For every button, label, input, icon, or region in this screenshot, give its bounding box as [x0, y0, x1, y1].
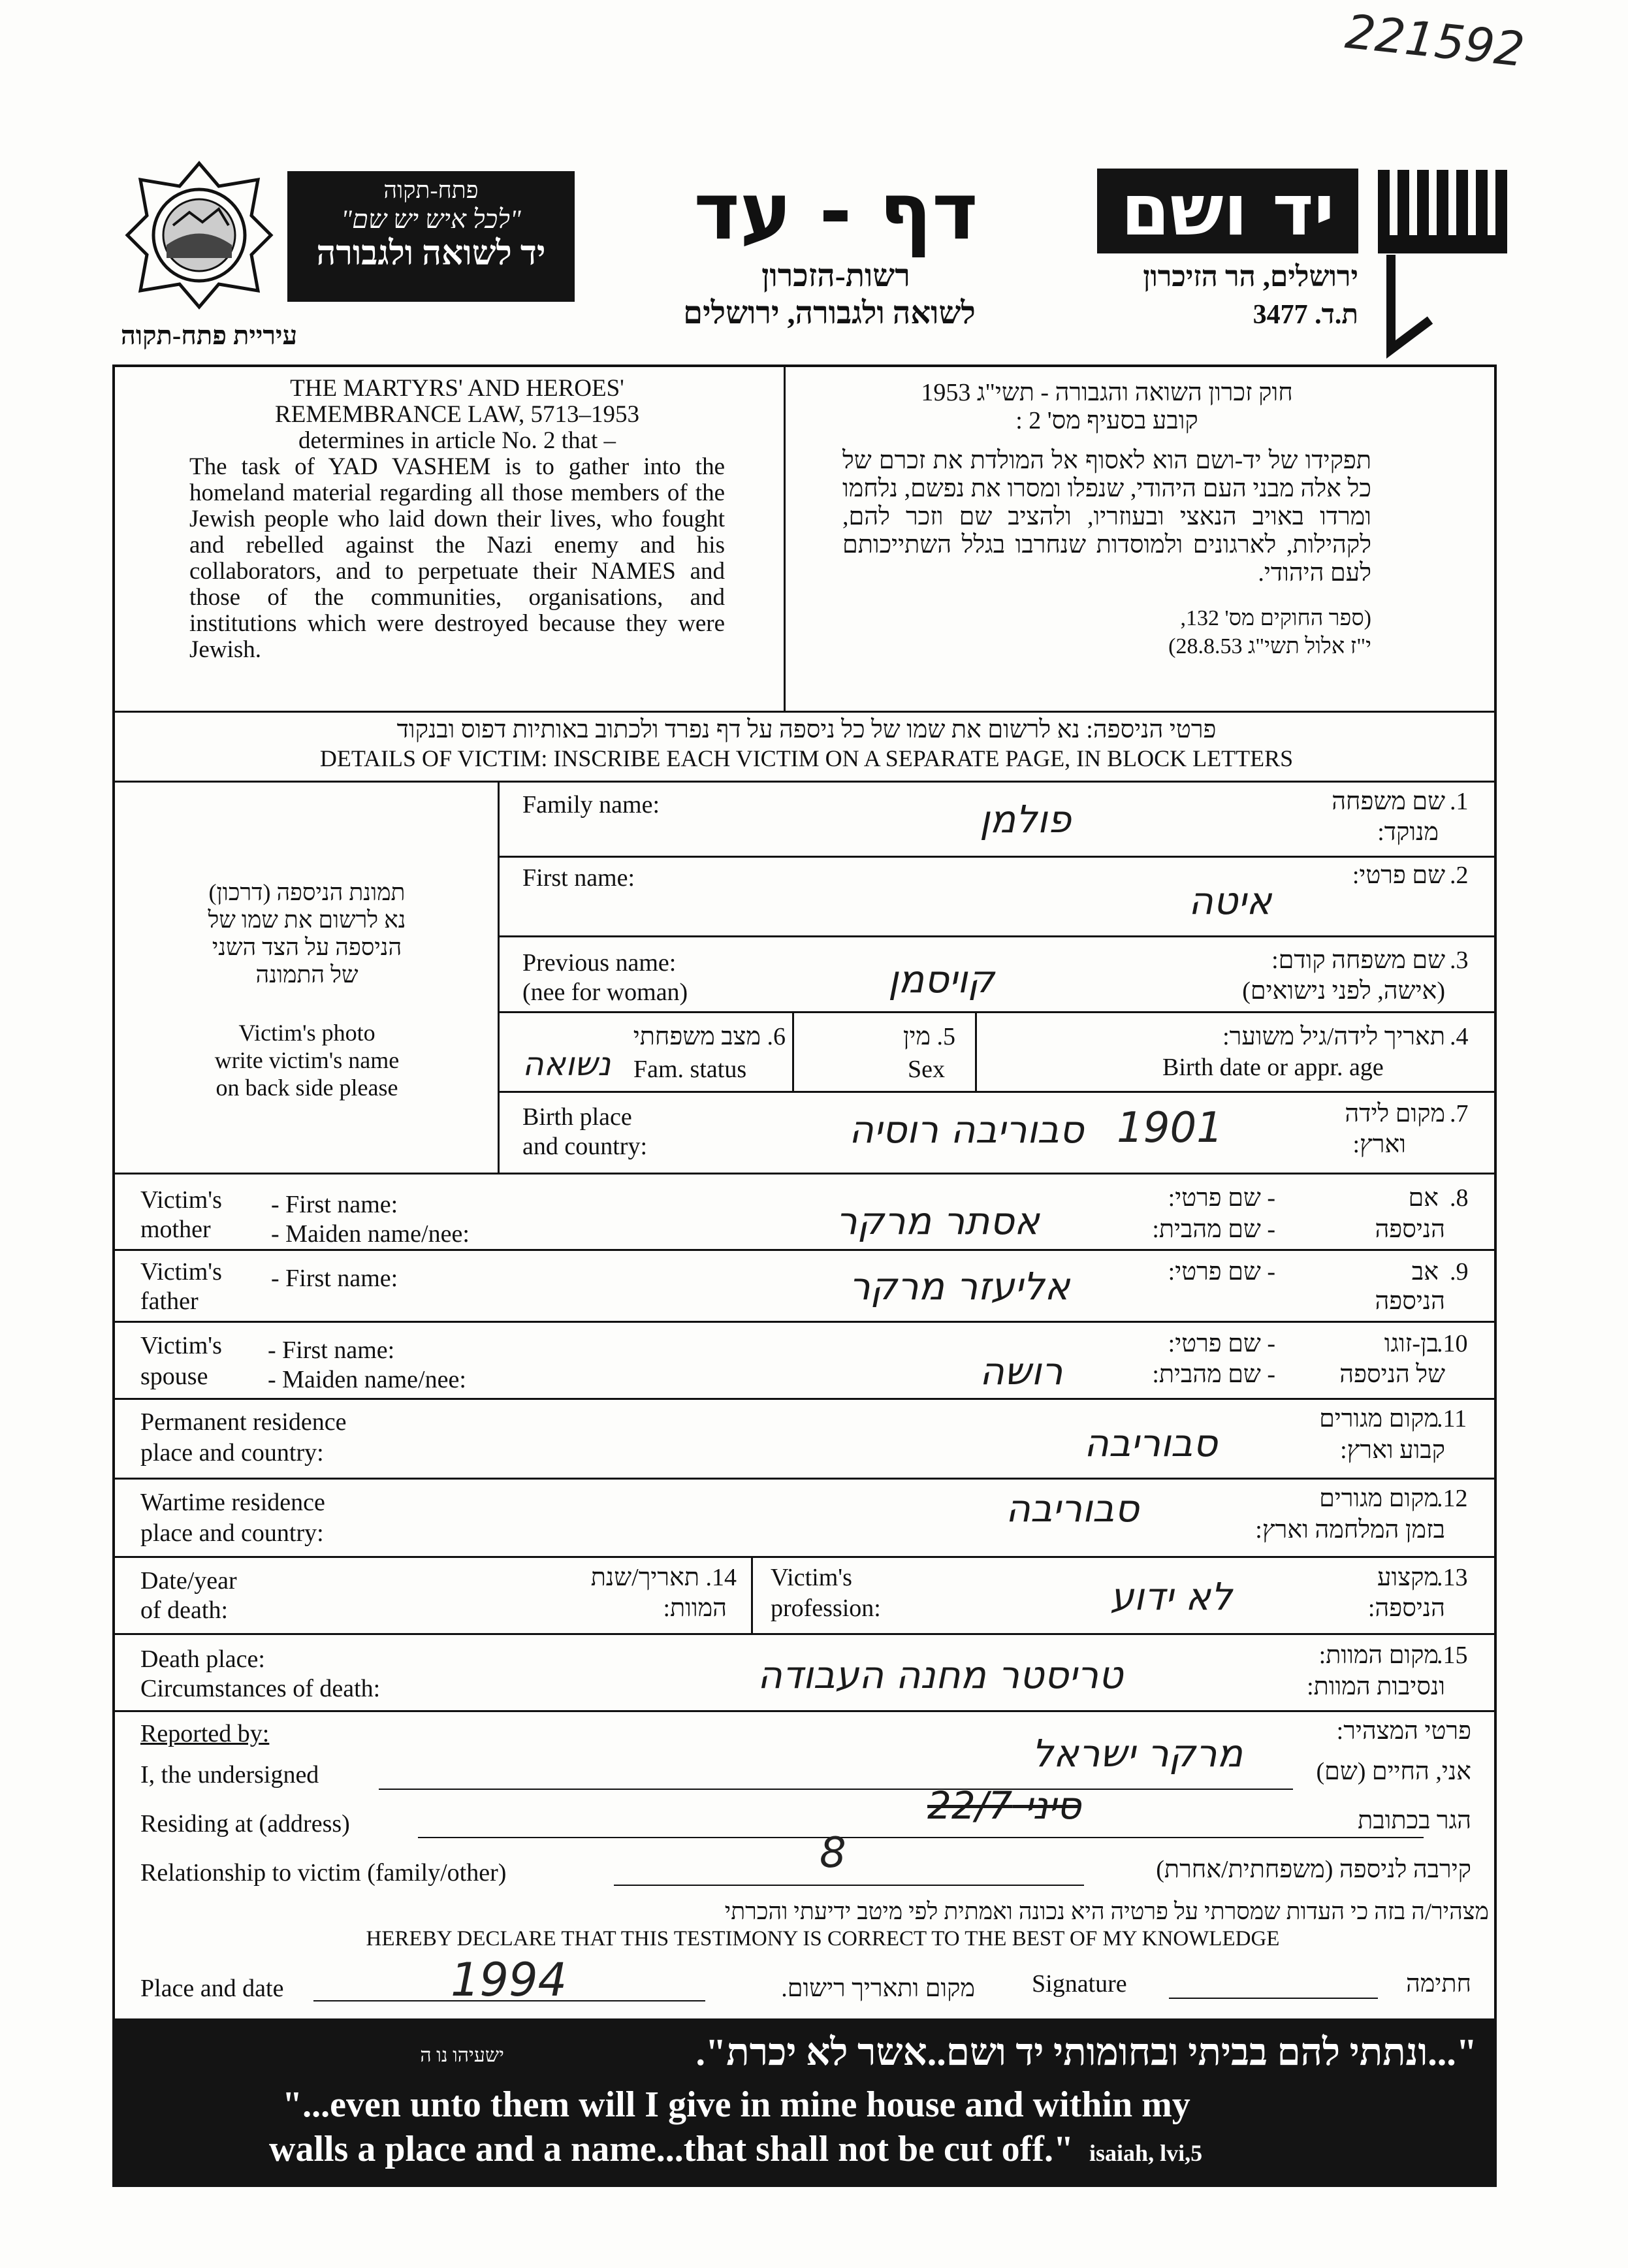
- field-number-15: .15: [1437, 1642, 1468, 1669]
- field-number-2: .2: [1450, 862, 1469, 889]
- divider-f14-f13: [751, 1556, 753, 1633]
- profession-label-2: profession:: [771, 1595, 881, 1622]
- relationship-label: Relationship to victim (family/other): [140, 1859, 507, 1887]
- photo-en-1: Victim's photo: [238, 1020, 375, 1046]
- rule-f12: [112, 1556, 1497, 1558]
- mother-label-he-2: הניספה: [1375, 1216, 1445, 1243]
- photo-divider: [498, 781, 500, 1173]
- previous-name-label-he-2: (אישה, לפני נישואים): [1242, 977, 1445, 1005]
- place-date-value[interactable]: 1994: [451, 1953, 567, 2007]
- footer-quote-he-ref: ישעיהו נו ה: [420, 2045, 504, 2066]
- field-number-7: .7: [1450, 1100, 1469, 1127]
- subtitle-1: רשות-הזכרון: [761, 259, 910, 293]
- undersigned-line: [379, 1789, 1293, 1790]
- date-of-death-label-he-2: המוות:: [663, 1595, 727, 1622]
- fam-status-value[interactable]: נשואה: [522, 1045, 611, 1083]
- subtitle-2: לשואה ולגבורה, ירושלים: [683, 296, 976, 331]
- spouse-value[interactable]: רושה: [980, 1349, 1063, 1393]
- wartime-residence-label-he-2: בזמן המלחמה וארץ:: [1255, 1516, 1445, 1544]
- father-label-he-1: אב: [1411, 1258, 1439, 1286]
- law-en: [189, 376, 725, 663]
- spouse-maiden-name-label: - Maiden name/nee:: [268, 1366, 466, 1393]
- rule-f13: [112, 1633, 1497, 1635]
- father-label-2: father: [140, 1288, 199, 1315]
- mother-label-he-1: אם: [1408, 1184, 1439, 1212]
- circumstances-label: Circumstances of death:: [140, 1675, 381, 1702]
- first-name-label-he: שם פרטי:: [1352, 862, 1445, 889]
- field-number-10: .10: [1437, 1330, 1468, 1357]
- spouse-label-he-2: של הניספה: [1339, 1361, 1445, 1388]
- rule-f7: [112, 1173, 1497, 1174]
- signature-line: [1169, 1998, 1378, 1999]
- death-place-value[interactable]: טריסטר מחנה העבודה: [758, 1653, 1123, 1697]
- birth-date-label: Birth date or appr. age: [1162, 1054, 1384, 1081]
- birth-place-label: Birth place: [522, 1103, 632, 1131]
- rule-after-details: [112, 781, 1497, 783]
- undersigned-label-he: אני, החיים (שם): [1316, 1758, 1471, 1785]
- mother-label-1: Victim's: [140, 1186, 222, 1214]
- archive-number: 221592: [1343, 3, 1527, 78]
- city-banner-line2: "לכל איש יש שם": [341, 204, 521, 234]
- law-he-ref1: (ספר החוקים מס' 132,: [1180, 606, 1371, 630]
- spouse-label-2: spouse: [140, 1363, 208, 1390]
- death-place-label: Death place:: [140, 1645, 265, 1673]
- rule-f2: [498, 935, 1497, 937]
- birth-place-label-he-2: וארץ:: [1352, 1131, 1406, 1158]
- field-number-13: .13: [1437, 1564, 1468, 1591]
- signature-label-he: חתימה: [1405, 1970, 1471, 1998]
- profession-value[interactable]: לא ידוע: [1110, 1574, 1232, 1619]
- address-label: Residing at (address): [140, 1810, 350, 1838]
- law-en-body: The task of YAD VASHEM is to gather into the homeland material regarding all those members of the Jewish people who laid down their lives, who fought and rebelled against the Nazi enemy and his collaborators, and to perpetuate their NAMES and those of the communities, organisations, and institutions which were destroyed because they were Jewish.: [189, 453, 725, 663]
- previous-name-label-he-1: שם משפחה קודם:: [1271, 947, 1445, 974]
- spouse-maiden-name-label-he: - שם מהבית:: [1152, 1361, 1275, 1388]
- field-number-8: .8: [1450, 1184, 1469, 1212]
- sex-label-he: 5. מין: [902, 1023, 955, 1050]
- address-label-he: הגר בכתובת: [1358, 1807, 1471, 1834]
- field-number-12: .12: [1437, 1485, 1468, 1512]
- permanent-residence-value[interactable]: סבוריבה: [1084, 1421, 1218, 1465]
- relationship-value[interactable]: 8: [820, 1829, 846, 1877]
- city-banner-line3: יד לשואה ולגבורה: [316, 235, 546, 272]
- date-of-death-label-2: of death:: [140, 1596, 229, 1624]
- first-name-label: First name:: [522, 864, 635, 892]
- city-caption: עיריית פתח-תקוה: [120, 321, 298, 350]
- photo-he-1: תמונת הניספה (דרכון): [208, 879, 406, 905]
- law-he-title1: חוק זכרון השואה והגבורה - תשי"ג 1953: [921, 379, 1293, 406]
- rule-f4: [498, 1091, 1497, 1093]
- birth-year-value[interactable]: 1901: [1117, 1104, 1223, 1152]
- rule-after-law: [112, 711, 1497, 713]
- rule-f3: [498, 1011, 1497, 1013]
- birth-place-label-he-1: מקום לידה: [1345, 1100, 1445, 1127]
- law-he: [842, 379, 1371, 660]
- profession-label-he-2: הניספה:: [1367, 1595, 1445, 1622]
- mother-maiden-name-label: - Maiden name/nee:: [271, 1220, 470, 1248]
- rule-f10: [112, 1398, 1497, 1400]
- address-value[interactable]: סיני 22/7: [927, 1783, 1081, 1828]
- father-value[interactable]: אליעזר מרקר: [849, 1264, 1070, 1308]
- undersigned-label: I, the undersigned: [140, 1761, 319, 1789]
- first-name-value[interactable]: איטה: [1189, 879, 1272, 923]
- date-of-death-label-he-1: 14. תאריך/שנת: [590, 1564, 737, 1591]
- wartime-residence-value[interactable]: סבוריבה: [1006, 1486, 1140, 1531]
- footer-quote-he: "...ונתתי להם בביתי ובחומותי יד ושם..אשר לא יכרת".: [695, 2031, 1477, 2073]
- rule-f11: [112, 1478, 1497, 1480]
- law-en-title1: THE MARTYRS' AND HEROES': [290, 375, 624, 402]
- footer-quote-en-1: "...even unto them will I give in mine house and within my: [282, 2084, 1190, 2125]
- sex-label: Sex: [908, 1056, 945, 1083]
- city-banner: [287, 171, 575, 302]
- city-emblem: [124, 160, 274, 310]
- spouse-first-name-label-he: - שם פרטי:: [1168, 1330, 1275, 1357]
- place-date-label-he: מקום ותאריך רישום.: [781, 1975, 975, 2002]
- spouse-label-he-1: בן-זוגו: [1384, 1330, 1439, 1357]
- family-name-value[interactable]: פולמן: [980, 797, 1072, 841]
- profession-label-1: Victim's: [771, 1564, 852, 1591]
- field-number-1: .1: [1450, 788, 1469, 815]
- law-en-title2: REMEMBRANCE LAW, 5713–1953: [275, 401, 639, 428]
- father-first-name-label-he: - שם פרטי:: [1168, 1258, 1275, 1286]
- address-he: ירושלים, הר הזיכרון: [1143, 261, 1358, 293]
- previous-name-value[interactable]: קויסמן: [888, 957, 995, 1001]
- declaration-he: מצהיר/ה בזה כי העדות שמסרתי על פרטיה היא נכונה ואמתית לפי מיטב ידיעתי והכרתי: [724, 1898, 1489, 1924]
- father-label-1: Victim's: [140, 1258, 222, 1286]
- death-place-label-he-1: מקום המוות:: [1318, 1642, 1439, 1669]
- photo-he-4: של התמונה: [255, 962, 359, 988]
- mother-first-name-label-he: - שם פרטי:: [1168, 1184, 1275, 1212]
- photo-instructions-en: [137, 1019, 477, 1101]
- mother-value[interactable]: אסתר מרקר: [836, 1199, 1040, 1243]
- photo-en-3: on back side please: [215, 1075, 398, 1101]
- wartime-residence-label-he-1: מקום מגורים: [1319, 1485, 1439, 1512]
- page-title: דף - עד: [694, 167, 978, 257]
- rule-f1: [498, 856, 1497, 858]
- yad-vashem-logo-box: [1097, 169, 1358, 253]
- details-header-en: DETAILS OF VICTIM: INSCRIBE EACH VICTIM ON A SEPARATE PAGE, IN BLOCK LETTERS: [319, 745, 1294, 771]
- rule-f15: [112, 1710, 1497, 1712]
- footer-quote-en-2-text: walls a place and a name...that shall not be cut off.": [269, 2129, 1074, 2169]
- field-number-4: .4: [1450, 1023, 1469, 1050]
- mother-maiden-name-label-he: - שם מהבית:: [1152, 1216, 1275, 1243]
- family-name-label: Family name:: [522, 791, 660, 818]
- photo-en-2: write victim's name: [214, 1047, 400, 1073]
- photo-he-2: נא לרשום את שמו של: [208, 907, 406, 933]
- date-of-death-label-1: Date/year: [140, 1567, 237, 1595]
- permanent-residence-label-he-1: מקום מגורים: [1319, 1405, 1439, 1433]
- birth-date-label-he: תאריך לידה/גיל משוער:: [1222, 1023, 1445, 1050]
- fam-status-label-he: 6. מצב משפחתי: [633, 1023, 786, 1050]
- divider-f6-f5: [792, 1011, 794, 1091]
- previous-name-label: Previous name:: [522, 949, 677, 977]
- law-he-ref2: י"ז אלול תשי"ג 28.8.53): [1168, 634, 1371, 658]
- reported-by-label-he: פרטי המצהיר:: [1336, 1717, 1471, 1745]
- footer-quote-en-ref: isaiah, lvi,5: [1089, 2140, 1203, 2166]
- reported-by-label: Reported by:: [140, 1720, 270, 1747]
- fam-status-label: Fam. status: [633, 1056, 747, 1083]
- photo-instructions-he: [137, 879, 477, 988]
- place-date-label: Place and date: [140, 1975, 284, 2002]
- spouse-label-1: Victim's: [140, 1332, 222, 1359]
- rule-f8: [112, 1249, 1497, 1251]
- law-divider: [784, 364, 786, 711]
- logo-text: יד ושם: [1121, 170, 1335, 251]
- footer-quote-en-2: [269, 2128, 1458, 2170]
- father-first-name-label: - First name:: [271, 1265, 398, 1292]
- permanent-residence-label-2: place and country:: [140, 1439, 324, 1466]
- wartime-residence-label-2: place and country:: [140, 1519, 324, 1547]
- family-name-label-he-1: שם משפחה: [1332, 788, 1445, 815]
- law-en-title3: determines in article No. 2 that –: [298, 427, 616, 454]
- relationship-line: [614, 1885, 1084, 1886]
- undersigned-value[interactable]: מרקר ישראל: [1032, 1731, 1243, 1775]
- wartime-residence-label-1: Wartime residence: [140, 1489, 325, 1516]
- declaration-en: HEREBY DECLARE THAT THIS TESTIMONY IS CORRECT TO THE BEST OF MY KNOWLEDGE: [366, 1927, 1280, 1951]
- photo-he-3: הניספה על הצד השני: [212, 934, 402, 960]
- signature-label: Signature: [1032, 1970, 1127, 1998]
- relationship-label-he: קירבה לניספה (משפחתית/אחרת): [1156, 1856, 1471, 1883]
- spouse-first-name-label: - First name:: [268, 1336, 395, 1364]
- city-banner-line1: פתח-תקוה: [383, 177, 479, 203]
- permanent-residence-label-he-2: קבוע וארץ:: [1340, 1436, 1445, 1464]
- birth-place-value[interactable]: סבוריבה רוסיה: [849, 1107, 1084, 1152]
- address-line: [418, 1837, 1424, 1838]
- permanent-residence-label-1: Permanent residence: [140, 1408, 347, 1436]
- field-number-11: .11: [1437, 1405, 1467, 1433]
- rule-f9: [112, 1321, 1497, 1323]
- field-number-3: .3: [1450, 947, 1469, 974]
- footer-banner: [112, 2018, 1497, 2187]
- po-box: ת.ד. 3477: [1253, 300, 1358, 330]
- profession-label-he-1: מקצוע: [1377, 1564, 1439, 1591]
- law-he-body: תפקידו של יד-ושם הוא לאסוף אל המולדת את זכרם של כל אלה מבני העם היהודי, שנפלו ומסרו את נפשם, נלחמו ומרדו באויב הנאצי ובעוזריו, ולהציב שם וזכר להם, לקהילות, לארגונים ולמוסדות שנחרבו בגלל השתייכותם לעם היהודי.: [842, 447, 1371, 587]
- details-header-he: פרטי הניספה: נא לרשום את שמו של כל ניספה על דף נפרד ולכתוב באותיות דפוס ובנקוד: [396, 716, 1217, 743]
- mother-first-name-label: - First name:: [271, 1191, 398, 1218]
- mother-label-2: mother: [140, 1216, 211, 1243]
- menorah-icon: [1365, 163, 1515, 359]
- father-label-he-2: הניספה: [1375, 1288, 1445, 1315]
- divider-f5-f4: [975, 1011, 977, 1091]
- field-number-9: .9: [1450, 1258, 1469, 1286]
- birth-place-label-country: and country:: [522, 1133, 648, 1160]
- death-place-label-he-2: ונסיבות המוות:: [1307, 1673, 1445, 1700]
- family-name-label-he-2: מנוקד:: [1377, 818, 1439, 846]
- law-he-title2: קובע בסעיף מס' 2 :: [1015, 407, 1198, 434]
- previous-name-label-nee: (nee for woman): [522, 979, 688, 1006]
